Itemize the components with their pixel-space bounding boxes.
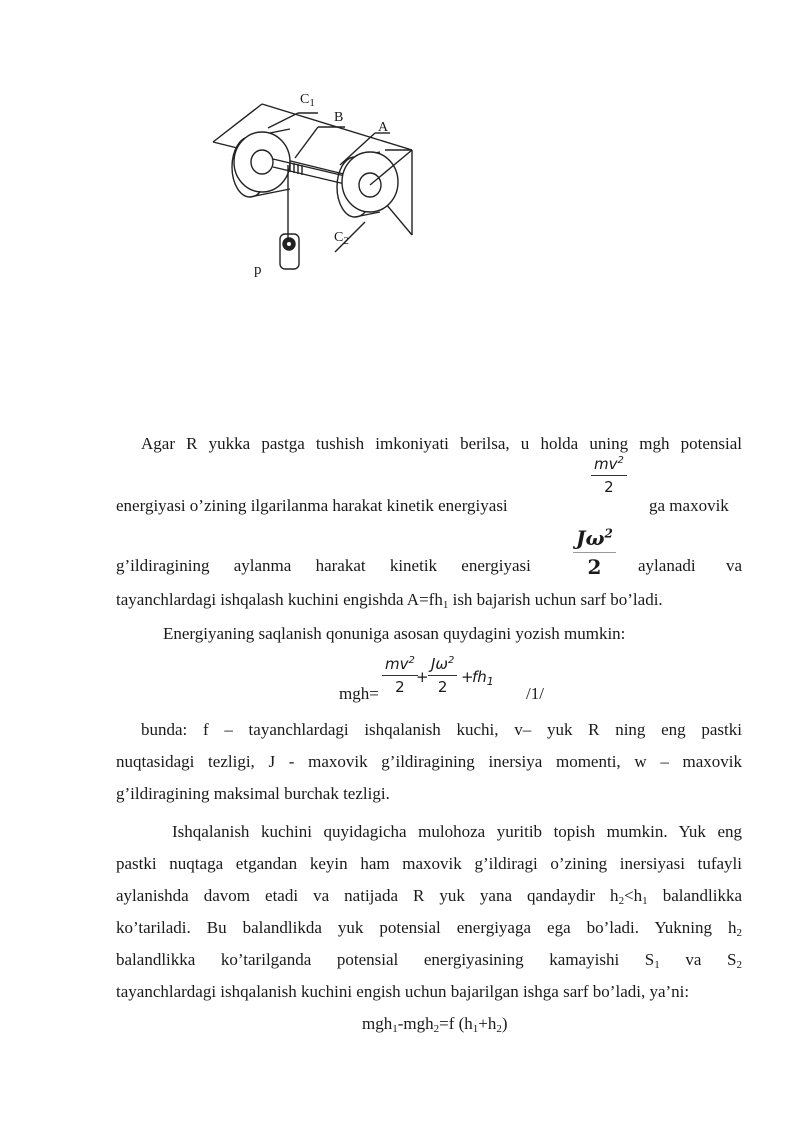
para4-line5: balandlikka ko’tarilganda potensial energiyasining kamayishi $S_1$ va $S_2$: [116, 950, 743, 971]
para1-line1: Agar R yukka pastga tushish imkoniyati berilsa, u holda uning mgh potensial: [141, 434, 742, 453]
label-a: A: [378, 120, 389, 135]
para4-line4: ko’tariladi. Bu balandlikda yuk potensial energiyaga ega bo’ladi. Yukning $h_2$: [116, 918, 742, 939]
equation1-plus2: +: [461, 668, 474, 686]
equation1-term2: $\frac{J\omega^2}{2}$: [428, 655, 457, 696]
equation1-plus1: +: [416, 668, 429, 686]
para3-line1: bunda: f – tayanchlardagi ishqalanish kuchi, v– yuk R ning eng pastki: [141, 720, 742, 739]
flywheel-apparatus-diagram: [0, 0, 800, 300]
label-c1: $C_1$: [300, 92, 315, 109]
equation1-lhs: mgh=: [339, 684, 379, 703]
label-p: p: [254, 262, 262, 278]
fraction-jw2-over-2: $\frac{J\omega^2}{2}$: [573, 526, 616, 579]
para3-line3: g’ildiragining maksimal burchak tezligi.: [116, 784, 390, 803]
para4-line3: aylanishda davom etadi va natijada R yuk yana qandaydir $h_2<h_1$ balandlikka: [116, 886, 742, 907]
equation1-term3: $fh_1$: [472, 668, 494, 688]
para2-line1: Energiyaning saqlanish qonuniga asosan quydagini yozish mumkin:: [163, 624, 626, 643]
equation2: mgh$_1$-mgh$_2$=f $(h_1+h_2)$: [362, 1014, 508, 1035]
fraction-mv2-over-2: $\frac{mv^2}{2}$: [591, 455, 627, 496]
equation1-term1: $\frac{mv^2}{2}$: [382, 655, 418, 696]
para4-line6: tayanchlardagi ishqalanish kuchini engish uchun bajarilgan ishga sarf bo’ladi, ya’ni:: [116, 982, 690, 1001]
para4-line1: Ishqalanish kuchini quyidagicha mulohoza yuritib topish mumkin. Yuk eng: [172, 822, 742, 841]
para3-line2: nuqtasidagi tezligi, J - maxovik g’ildiragining inersiya momenti, w – maxovik: [116, 752, 742, 771]
para1-line3-end: aylanadi va: [638, 556, 742, 575]
label-b: B: [334, 110, 344, 125]
para1-line3: g’ildiragining aylanma harakat kinetik energiyasi: [116, 556, 531, 575]
para4-line2: pastki nuqtaga etgandan keyin ham maxovik g’ildiragi o’zining inersiyasi tufayli: [116, 854, 742, 873]
label-c2: $C_2$: [334, 230, 349, 247]
para1-line4: tayanchlardagi ishqalash kuchini engishda $A=fh_1$ ish bajarish uchun sarf bo’ladi.: [116, 590, 663, 611]
para1-line2-end: ga maxovik: [649, 496, 729, 515]
para1-line2: energiyasi o’zining ilgarilanma harakat kinetik energiyasi: [116, 496, 508, 515]
equation1-number: /1/: [526, 684, 544, 703]
